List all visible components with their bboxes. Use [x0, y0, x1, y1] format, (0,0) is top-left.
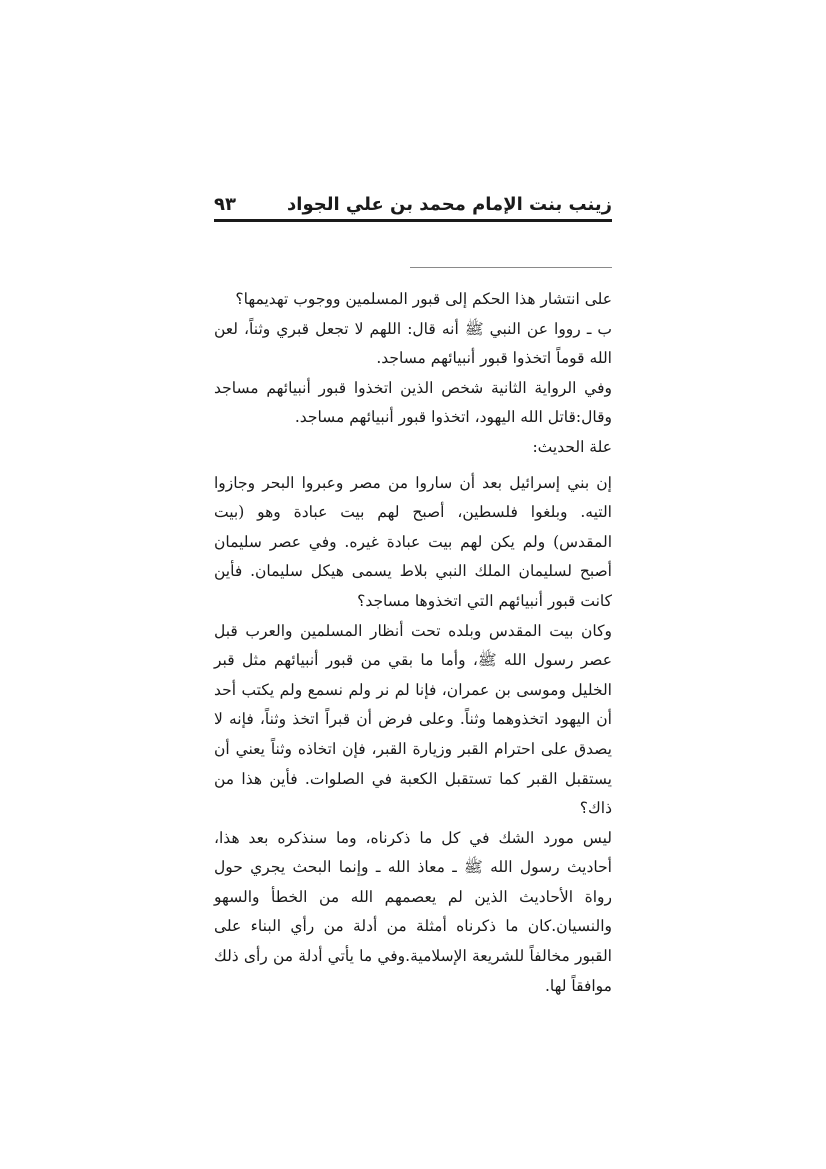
paragraph: ليس مورد الشك في كل ما ذكرناه، وما سنذكره بعد هذا، أحاديث رسول الله ﷺ ـ معاذ الله ـ وإنما البحث يجري حول رواة الأحاديث الذين لم يعصمهم الله من الخطأ والسهو والنسيان.كان ما ذكرناه أمثلة من أدلة من رأي البناء على القبور مخالفاً للشريعة الإسلامية.وفي ما يأتي أدلة من رأى ذلك موافقاً لها.	[214, 828, 612, 995]
header-title: زينب بنت الإمام محمد بن علي الجواد	[287, 194, 612, 215]
header-rule	[214, 219, 612, 222]
paragraph: وكان بيت المقدس وبلده تحت أنظار المسلمين والعرب قبل عصر رسول الله ﷺ، وأما ما بقي من قبور أنبيائهم مثل قبر الخليل وموسى بن عمران، فإنا لم نر ولم نسمع ولم يكتب أحد أن اليهود اتخذوهما وثناً. وعلى فرض أن قبراً اتخذ وثناً، فإنه لا يصدق على احترام القبر وزيارة القبر، فإن اتخاذه وثناً يعني أن يستقبل القبر كما تستقبل الكعبة في الصلوات. فأين هذا من ذاك؟	[214, 621, 612, 818]
body-text	[214, 285, 612, 1001]
paragraph: ب ـ رووا عن النبي ﷺ أنه قال: اللهم لا تجعل قبري وثناً، لعن الله قوماً اتخذوا قبور أنبيائهم مساجد.	[214, 319, 612, 368]
paragraph: على انتشار هذا الحكم إلى قبور المسلمين ووجوب تهديمها؟	[235, 290, 612, 308]
page-number: ٩٣	[214, 194, 236, 215]
footnote-separator	[410, 267, 612, 268]
running-header	[214, 190, 612, 220]
section-heading: علة الحديث:	[532, 437, 612, 456]
paragraph: إن بني إسرائيل بعد أن ساروا من مصر وعبروا البحر وجازوا التيه. وبلغوا فلسطين، أصبح لهم بيت عبادة وهو (بيت المقدس) ولم يكن لهم بيت عبادة غيره. وفي عصر سليمان أصبح لسليمان الملك النبي بلاط يسمى هيكل سليمان. فأين كانت قبور أنبيائهم التي اتخذوها مساجد؟	[214, 473, 612, 610]
paragraph: وفي الرواية الثانية شخص الذين اتخذوا قبور أنبيائهم مساجد وقال:قاتل الله اليهود، اتخذوا قبور أنبيائهم مساجد.	[214, 378, 612, 427]
